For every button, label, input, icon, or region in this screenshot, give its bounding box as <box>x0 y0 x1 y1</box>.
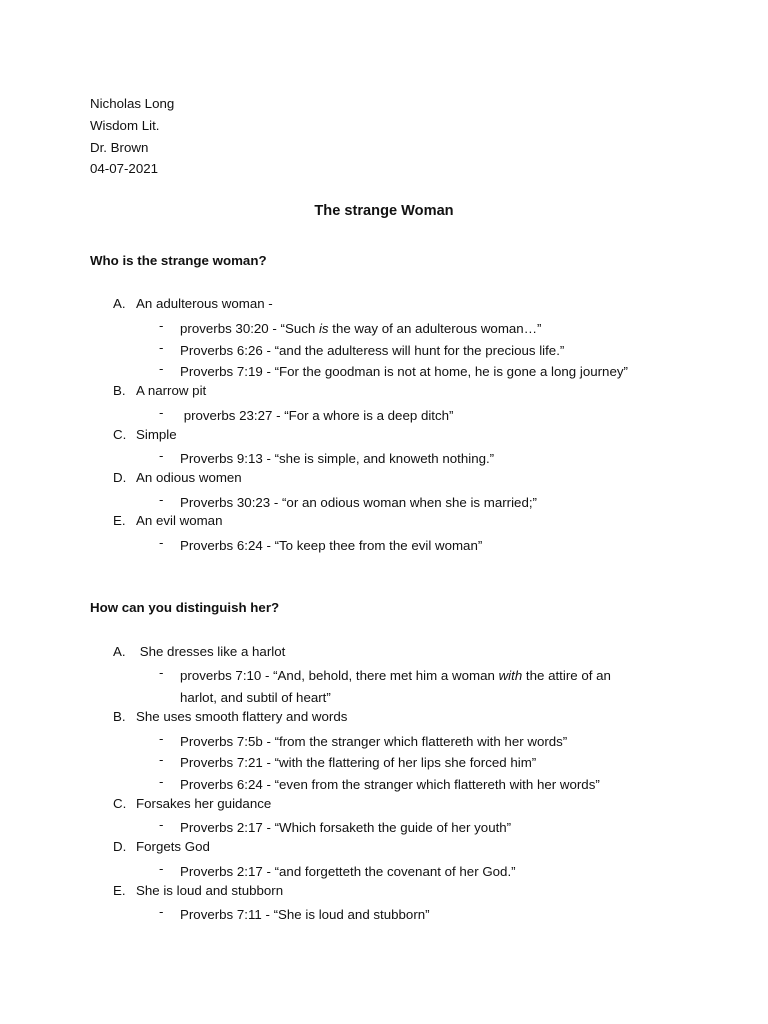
list-marker: B. <box>113 709 126 724</box>
dash-bullet: - <box>159 817 164 832</box>
scripture-quote: Proverbs 6:24 - “To keep thee from the evil woman” <box>180 538 483 553</box>
scripture-quote: Proverbs 2:17 - “Which forsaketh the guide of her youth” <box>180 820 512 835</box>
course-name: Wisdom Lit. <box>90 117 160 133</box>
list-marker: E. <box>113 883 126 898</box>
dash-bullet: - <box>159 665 164 680</box>
dash-bullet: - <box>159 535 164 550</box>
list-item-label: She dresses like a harlot <box>136 644 286 659</box>
dash-bullet: - <box>159 492 164 507</box>
list-marker: D. <box>113 470 127 485</box>
dash-bullet: - <box>159 774 164 789</box>
list-item-label: She uses smooth flattery and words <box>136 709 348 724</box>
scripture-quote: Proverbs 6:24 - “even from the stranger which flattereth with her words” <box>180 777 600 792</box>
list-item-label: Forgets God <box>136 839 210 854</box>
document-date: 04-07-2021 <box>90 161 159 177</box>
list-marker: B. <box>113 383 126 398</box>
scripture-quote: proverbs 23:27 - “For a whore is a deep ditch” <box>180 408 454 423</box>
list-marker: A. <box>113 296 126 311</box>
list-item-label: Forsakes her guidance <box>136 796 272 811</box>
scripture-quote-continuation: harlot, and subtil of heart” <box>180 690 331 705</box>
list-marker: C. <box>113 796 127 811</box>
dash-bullet: - <box>159 731 164 746</box>
list-marker: C. <box>113 427 127 442</box>
dash-bullet: - <box>159 904 164 919</box>
scripture-quote: proverbs 7:10 - “And, behold, there met him a woman with the attire of an <box>180 668 611 683</box>
author-header <box>90 93 174 180</box>
dash-bullet: - <box>159 361 164 376</box>
scripture-quote: Proverbs 7:19 - “For the goodman is not at home, he is gone a long journey” <box>180 364 628 379</box>
dash-bullet: - <box>159 752 164 767</box>
list-item-label: Simple <box>136 427 177 442</box>
scripture-quote: Proverbs 9:13 - “she is simple, and knoweth nothing.” <box>180 451 495 466</box>
list-marker: A. <box>113 644 126 659</box>
scripture-quote: Proverbs 2:17 - “and forgetteth the covenant of her God.” <box>180 864 516 879</box>
list-item-label: An evil woman <box>136 513 223 528</box>
scripture-quote: Proverbs 7:5b - “from the stranger which flattereth with her words” <box>180 734 568 749</box>
section-heading-how: How can you distinguish her? <box>90 600 280 615</box>
scripture-quote: Proverbs 6:26 - “and the adulteress will hunt for the precious life.” <box>180 343 565 358</box>
dash-bullet: - <box>159 318 164 333</box>
list-item-label: An adulterous woman - <box>136 296 273 311</box>
scripture-quote: Proverbs 7:11 - “She is loud and stubborn” <box>180 907 430 922</box>
instructor-name: Dr. Brown <box>90 139 149 155</box>
list-marker: E. <box>113 513 126 528</box>
list-item-label: An odious women <box>136 470 242 485</box>
scripture-quote: Proverbs 7:21 - “with the flattering of her lips she forced him” <box>180 755 537 770</box>
scripture-quote: proverbs 30:20 - “Such is the way of an adulterous woman…” <box>180 321 542 336</box>
dash-bullet: - <box>159 405 164 420</box>
section-heading-who: Who is the strange woman? <box>90 253 267 268</box>
page-title: The strange Woman <box>314 203 454 219</box>
dash-bullet: - <box>159 340 164 355</box>
dash-bullet: - <box>159 861 164 876</box>
list-marker: D. <box>113 839 127 854</box>
list-item-label: A narrow pit <box>136 383 207 398</box>
scripture-quote: Proverbs 30:23 - “or an odious woman when she is married;” <box>180 495 537 510</box>
author-name: Nicholas Long <box>90 96 175 111</box>
dash-bullet: - <box>159 448 164 463</box>
list-item-label: She is loud and stubborn <box>136 883 284 898</box>
